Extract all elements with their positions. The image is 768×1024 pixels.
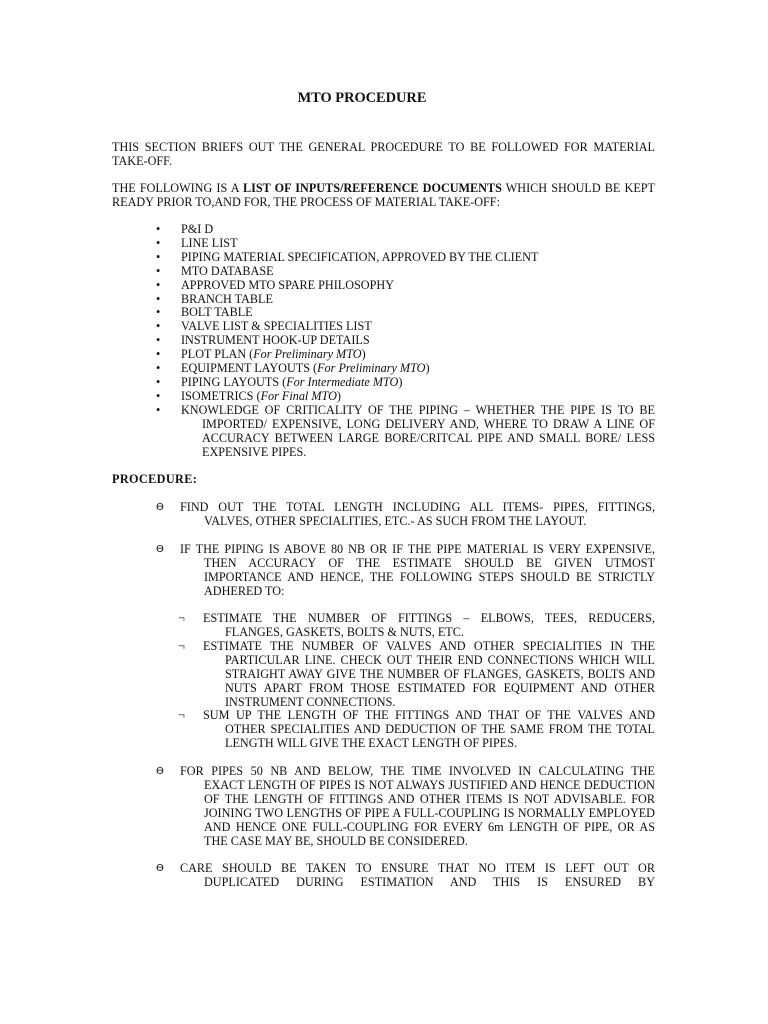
bullet-icon: • — [156, 347, 161, 362]
procedure-step — [156, 765, 655, 848]
list-item-text-rest: IMPORTED/ EXPENSIVE, LONG DELIVERY AND, WHERE TO DRAW A LINE OF ACCURACY BETWEEN LARGE BORE/CRITCAL PIPE AND SMALL BORE/ LESS EXPENSIVE PIPES. — [202, 416, 655, 459]
list-item-text: VALVE LIST & SPECIALITIES LIST — [181, 319, 372, 334]
step-bullet-icon: ϴ — [156, 766, 164, 777]
list-item — [156, 320, 655, 334]
list-item-close: ) — [361, 347, 366, 362]
substep-bullet-icon: ¬ — [178, 708, 185, 722]
list-item — [156, 237, 655, 251]
list-item — [156, 251, 655, 265]
bullet-icon: • — [156, 361, 161, 376]
step-text-rest: THEN ACCURACY OF THE ESTIMATE SHOULD BE GIVEN UTMOST IMPORTANCE AND HENCE, THE FOLLOWING STEPS SHOULD BE STRICTLY ADHERED TO: — [204, 555, 655, 598]
procedure-substep — [178, 612, 655, 640]
list-item — [156, 223, 655, 237]
step-text-first: FIND OUT THE TOTAL LENGTH INCLUDING ALL ITEMS- PIPES, FITTINGS, — [180, 500, 655, 514]
list-item-note: For Preliminary MTO — [253, 347, 362, 362]
step-text-first: IF THE PIPING IS ABOVE 80 NB OR IF THE PIPE MATERIAL IS VERY EXPENSIVE, — [180, 542, 655, 556]
list-item-text: BRANCH TABLE — [181, 291, 273, 306]
step-text-first: FOR PIPES 50 NB AND BELOW, THE TIME INVOLVED IN CALCULATING THE — [180, 764, 655, 778]
list-item-text: BOLT TABLE — [181, 305, 253, 320]
bullet-icon: • — [156, 319, 161, 334]
list-item — [156, 334, 655, 348]
bullet-icon: • — [156, 249, 161, 264]
step-bullet-icon: ϴ — [156, 863, 164, 874]
list-item-text: ISOMETRICS ( — [181, 388, 261, 403]
list-item-text: MTO DATABASE — [181, 263, 274, 278]
procedure-step — [156, 501, 655, 529]
list-item-note: For Final MTO — [260, 388, 337, 403]
substep-text-first: ESTIMATE THE NUMBER OF FITTINGS – ELBOWS, TEES, REDUCERS, — [203, 611, 655, 625]
list-item — [156, 306, 655, 320]
list-item-text: PIPING LAYOUTS ( — [181, 374, 287, 389]
list-item-text: P&I D — [181, 222, 214, 236]
bullet-icon: • — [156, 235, 161, 250]
bullet-icon: • — [156, 333, 161, 348]
substep-text-rest: PARTICULAR LINE. CHECK OUT THEIR END CONNECTIONS WHICH WILL STRAIGHT AWAY GIVE THE NUMBER OF FLANGES, GASKETS, BOLTS AND NUTS APART FROM THOSE ESTIMATED FOR EQUIPMENT AND OTHER INSTRUMENT CONNECTIONS. — [225, 652, 655, 709]
list-item-text: INSTRUMENT HOOK-UP DETAILS — [181, 333, 370, 348]
step-bullet-icon: ϴ — [156, 544, 164, 555]
list-item — [156, 362, 655, 376]
list-item — [156, 265, 655, 279]
inputs-intro-before: THE FOLLOWING IS A — [112, 181, 243, 195]
list-item-note: For Intermediate MTO — [286, 374, 399, 389]
list-item — [156, 376, 655, 390]
bullet-icon: • — [156, 402, 161, 417]
step-bullet-icon: ϴ — [156, 502, 164, 513]
substep-text-rest: FLANGES, GASKETS, BOLTS & NUTS, ETC. — [225, 624, 464, 639]
list-item-text-first: KNOWLEDGE OF CRITICALITY OF THE PIPING – WHETHER THE PIPE IS TO BE — [181, 402, 655, 417]
list-item — [156, 279, 655, 293]
procedure-substep — [178, 640, 655, 710]
page-title: MTO PROCEDURE — [297, 90, 427, 106]
list-item-text: PIPING MATERIAL SPECIFICATION, APPROVED BY THE CLIENT — [181, 249, 539, 264]
inputs-intro-after: WHICH SHOULD BE KEPT READY PRIOR TO,AND FOR, THE PROCESS OF MATERIAL TAKE-OFF: — [112, 181, 655, 209]
procedure-heading: PROCEDURE: — [112, 472, 198, 486]
substep-bullet-icon: ¬ — [178, 611, 185, 625]
substep-text-first: ESTIMATE THE NUMBER OF VALVES AND OTHER SPECIALITIES IN THE — [203, 639, 655, 653]
procedure-step — [156, 543, 655, 599]
bullet-icon: • — [156, 305, 161, 320]
list-item — [156, 293, 655, 307]
step-text-rest: VALVES, OTHER SPECIALITIES, ETC.- AS SUCH FROM THE LAYOUT. — [204, 513, 587, 528]
step-text-first: CARE SHOULD BE TAKEN TO ENSURE THAT NO ITEM IS LEFT OUT OR — [180, 861, 655, 875]
bullet-icon: • — [156, 291, 161, 306]
procedure-step — [156, 862, 655, 890]
list-item-close: ) — [336, 388, 341, 403]
list-item-text: APPROVED MTO SPARE PHILOSOPHY — [181, 277, 394, 292]
substep-text-rest: OTHER SPECIALITIES AND DEDUCTION OF THE SAME FROM THE TOTAL LENGTH WILL GIVE THE EXACT LENGTH OF PIPES. — [225, 721, 655, 750]
list-item — [156, 348, 655, 362]
bullet-icon: • — [156, 277, 161, 292]
list-item — [156, 390, 655, 404]
list-item-close: ) — [398, 374, 403, 389]
step-text-rest: EXACT LENGTH OF PIPES IS NOT ALWAYS JUSTIFIED AND HENCE DEDUCTION OF THE LENGTH OF FITTINGS AND OTHER ITEMS IS NOT ADVISABLE. FOR JOINING TWO LENGTHS OF PIPE A FULL-COUPLING IS NORMALLY EMPLOYED AND HENCE ONE FULL-COUPLING FOR EVERY 6m LENGTH OF PIPE, OR AS THE CASE MAY BE, SHOULD BE CONSIDERED. — [204, 777, 655, 848]
bullet-icon: • — [156, 374, 161, 389]
intro-paragraph: THIS SECTION BRIEFS OUT THE GENERAL PROCEDURE TO BE FOLLOWED FOR MATERIAL TAKE-OFF. — [112, 140, 655, 168]
list-item-close: ) — [425, 361, 430, 376]
bullet-icon: • — [156, 222, 161, 236]
step-text-rest: DUPLICATED DURING ESTIMATION AND THIS IS ENSURED BY — [204, 874, 655, 889]
list-item-text: EQUIPMENT LAYOUTS ( — [181, 361, 318, 376]
list-item-text: LINE LIST — [181, 235, 238, 250]
procedure-substep — [178, 709, 655, 751]
bullet-icon: • — [156, 388, 161, 403]
inputs-intro-paragraph — [112, 182, 655, 210]
substep-bullet-icon: ¬ — [178, 639, 185, 653]
list-item — [156, 404, 655, 460]
inputs-intro-bold: LIST OF INPUTS/REFERENCE DOCUMENTS — [242, 181, 502, 195]
list-item-text: PLOT PLAN ( — [181, 347, 254, 362]
substep-text-first: SUM UP THE LENGTH OF THE FITTINGS AND THAT OF THE VALVES AND — [203, 708, 655, 722]
list-item-note: For Preliminary MTO — [317, 361, 426, 376]
bullet-icon: • — [156, 263, 161, 278]
inputs-list — [156, 223, 655, 459]
